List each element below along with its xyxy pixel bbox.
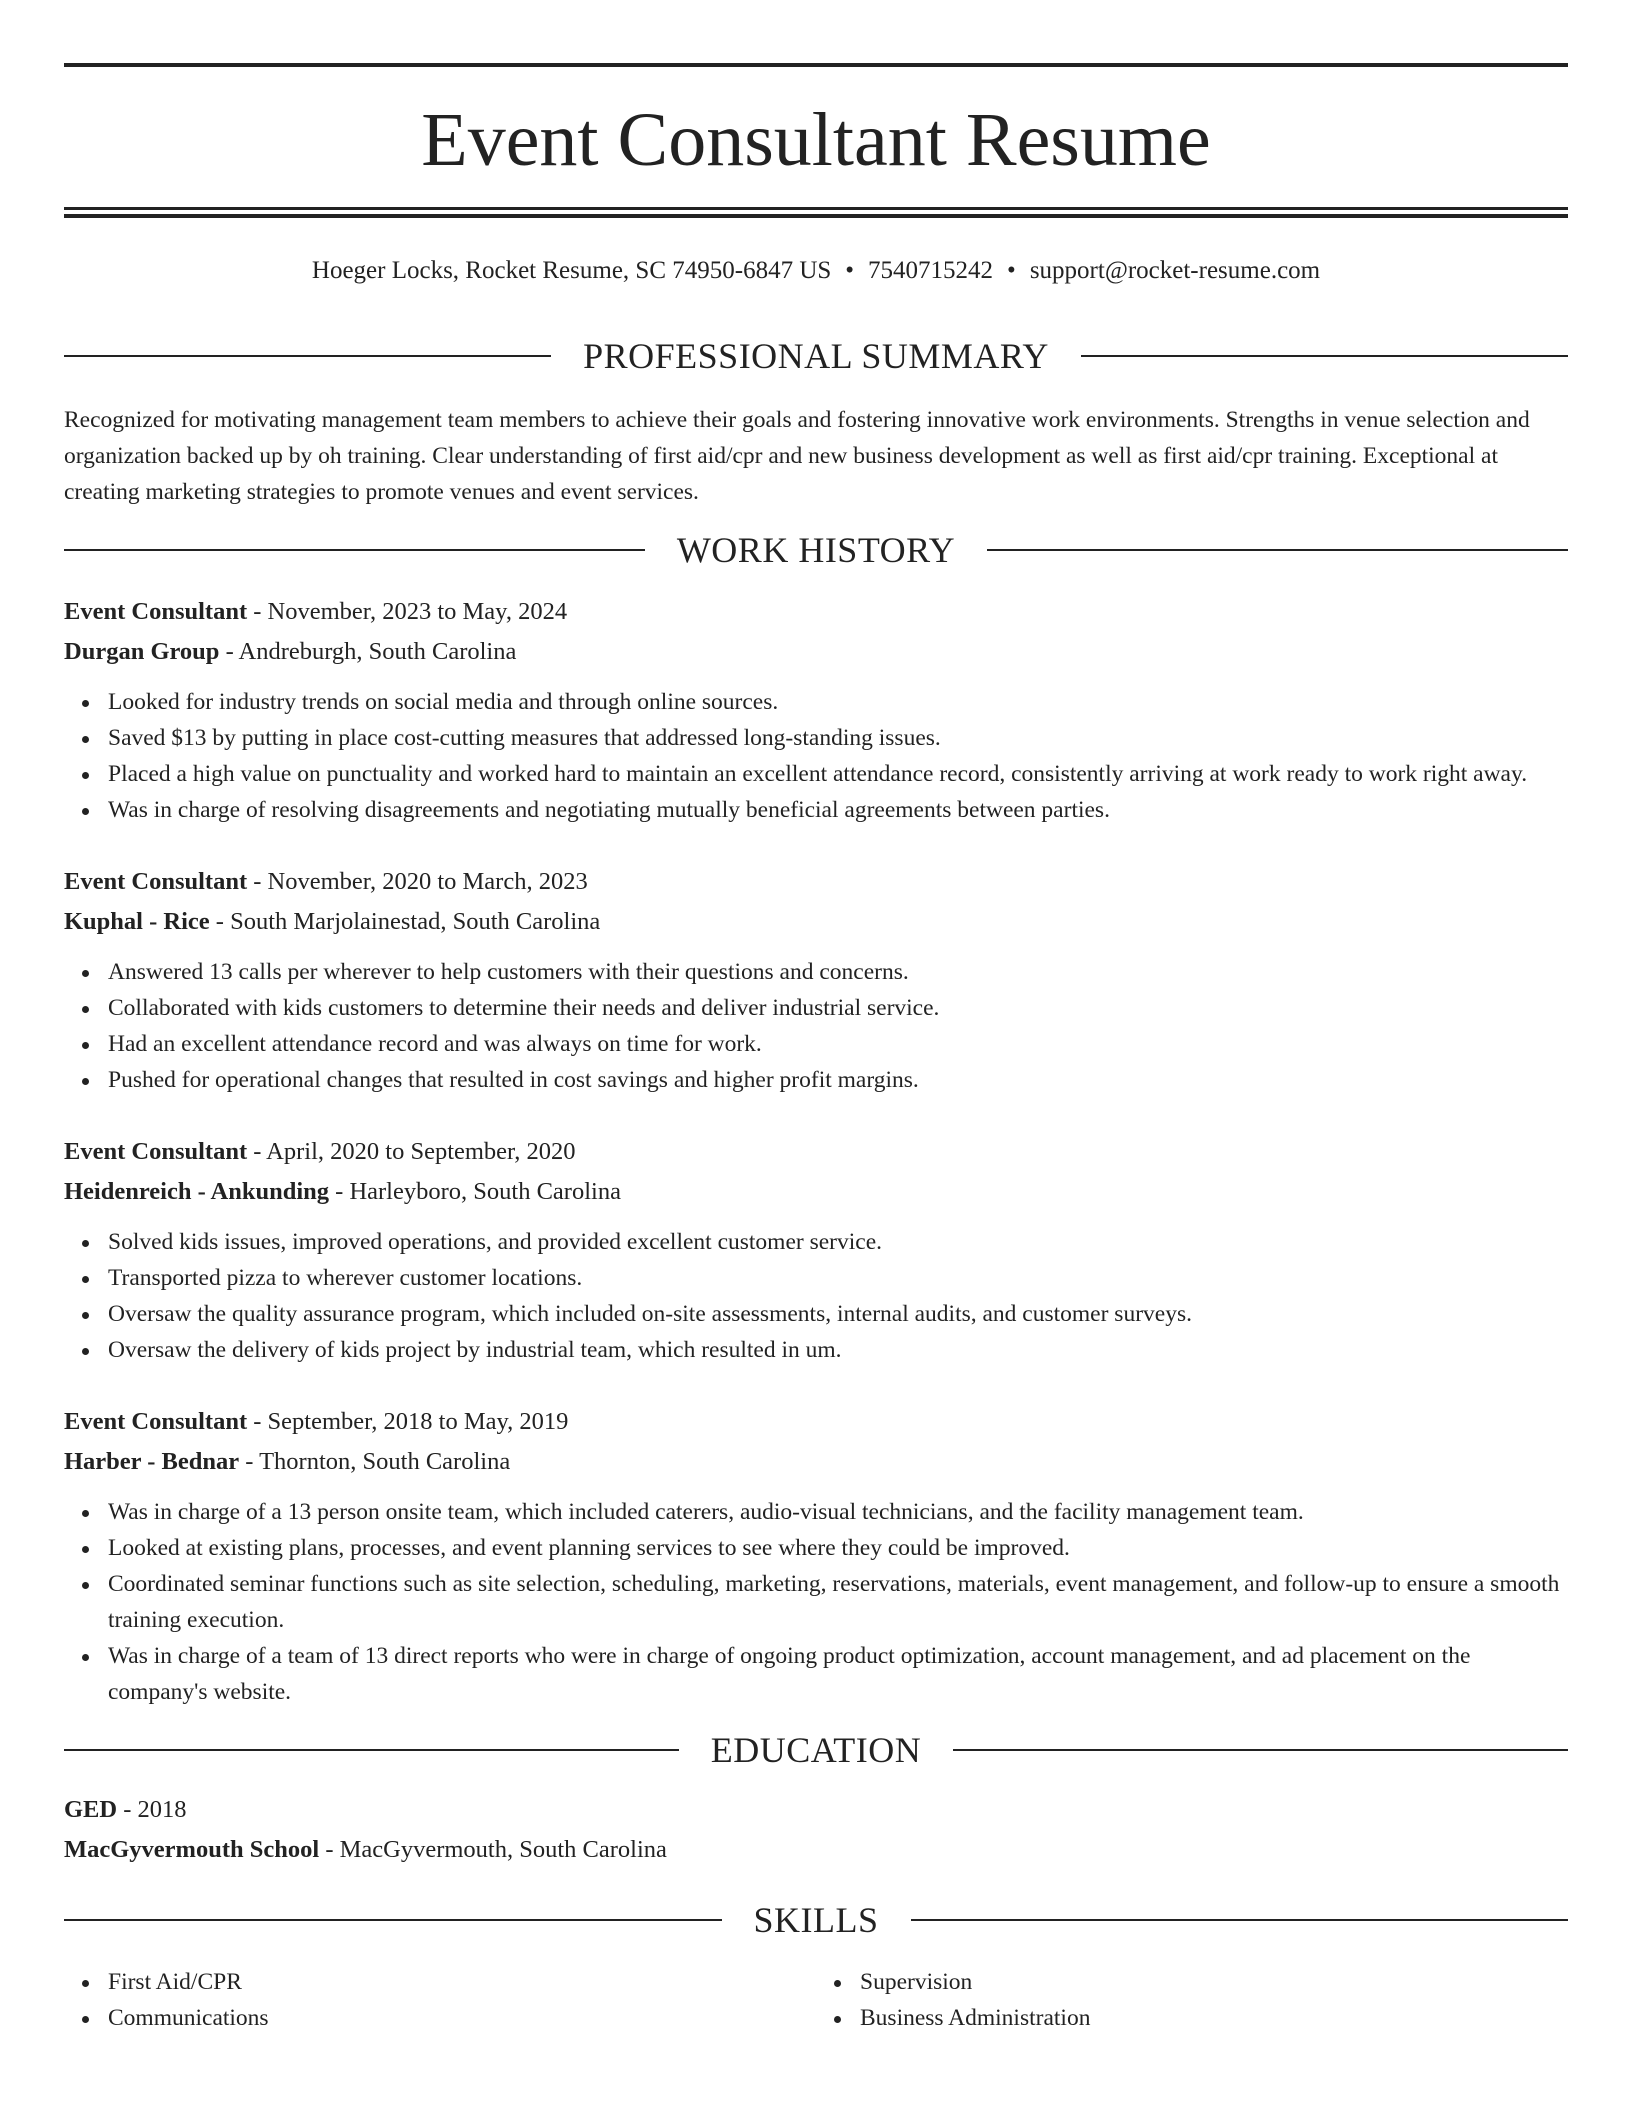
job-company-line [64, 1172, 1568, 1212]
job-title: Event Consultant [64, 868, 248, 895]
contact-separator: • [1007, 257, 1016, 284]
job-entry [64, 1402, 1568, 1710]
job-company-line [64, 1442, 1568, 1482]
job-dates: - November, 2020 to March, 2023 [247, 868, 588, 895]
list-item: Was in charge of a team of 13 direct reports who were in charge of ongoing product optimization, account management, and ad placement on the company's website. [108, 1638, 1568, 1710]
list-item: Had an excellent attendance record and was always on time for work. [108, 1026, 1568, 1062]
education-school: MacGyvermouth School [64, 1836, 320, 1863]
education-school-line [64, 1830, 1568, 1870]
list-item: Pushed for operational changes that resulted in cost savings and higher profit margins. [108, 1062, 1568, 1098]
title-double-rule [64, 207, 1568, 218]
section-header-work-history [64, 524, 1568, 576]
job-location: - Harleyboro, South Carolina [329, 1178, 621, 1205]
job-location: - South Marjolainestad, South Carolina [209, 908, 601, 935]
job-company: Heidenreich - Ankunding [64, 1178, 330, 1205]
section-rule [64, 1749, 679, 1751]
job-location: - Thornton, South Carolina [239, 1448, 511, 1475]
list-item: Oversaw the quality assurance program, which included on-site assessments, internal audits, and customer surveys. [108, 1296, 1568, 1332]
job-title-line [64, 862, 1568, 902]
section-rule [64, 355, 551, 357]
section-header-skills [64, 1894, 1568, 1946]
section-rule [64, 549, 645, 551]
skill-item: First Aid/CPR [108, 1964, 816, 2000]
job-title-line [64, 1132, 1568, 1172]
list-item: Placed a high value on punctuality and worked hard to maintain an excellent attendance record, consistently arriving at work ready to work right away. [108, 756, 1568, 792]
job-title: Event Consultant [64, 598, 248, 625]
job-entry [64, 862, 1568, 1098]
skill-item: Business Administration [860, 2000, 1568, 2036]
job-bullets [64, 1494, 1568, 1710]
list-item: Looked for industry trends on social media and through online sources. [108, 684, 1568, 720]
section-rule [987, 549, 1568, 551]
section-header-education [64, 1724, 1568, 1776]
skills-list [64, 1964, 816, 2036]
skills-column-right [816, 1964, 1568, 2036]
list-item: Answered 13 calls per wherever to help customers with their questions and concerns. [108, 954, 1568, 990]
skills-grid [64, 1964, 1568, 2036]
education-entry [64, 1790, 1568, 1870]
job-entry [64, 1132, 1568, 1368]
section-rule [1081, 355, 1568, 357]
education-degree-line [64, 1790, 1568, 1830]
job-dates: - November, 2023 to May, 2024 [247, 598, 568, 625]
job-dates: - September, 2018 to May, 2019 [247, 1408, 569, 1435]
job-entry [64, 592, 1568, 828]
page-title: Event Consultant Resume [421, 98, 1211, 182]
education-location: - MacGyvermouth, South Carolina [319, 1836, 667, 1863]
education-degree: GED [64, 1796, 118, 1823]
top-rule [64, 63, 1568, 67]
section-rule [64, 1919, 722, 1921]
job-title-line [64, 592, 1568, 632]
list-item: Was in charge of resolving disagreements and negotiating mutually beneficial agreements between parties. [108, 792, 1568, 828]
job-title: Event Consultant [64, 1138, 248, 1165]
summary-text: Recognized for motivating management team members to achieve their goals and fostering innovative work environments. Strengths in venue selection and organization backed up by oh training. Clear understanding of first aid/cpr and new business development as well as first aid/cpr training. Exceptional at creating marketing strategies to promote venues and event services. [64, 407, 1530, 505]
job-location: - Andreburgh, South Carolina [219, 638, 517, 665]
list-item: Saved $13 by putting in place cost-cutting measures that addressed long-standing issues. [108, 720, 1568, 756]
skills-column-left [64, 1964, 816, 2036]
section-title: PROFESSIONAL SUMMARY [583, 336, 1049, 376]
list-item: Collaborated with kids customers to determine their needs and deliver industrial service. [108, 990, 1568, 1026]
list-item: Transported pizza to wherever customer locations. [108, 1260, 1568, 1296]
job-company-line [64, 632, 1568, 672]
section-title: EDUCATION [710, 1730, 922, 1770]
job-bullets [64, 1224, 1568, 1368]
list-item: Solved kids issues, improved operations, and provided excellent customer service. [108, 1224, 1568, 1260]
section-header-summary [64, 330, 1568, 382]
contact-separator: • [845, 257, 855, 284]
job-title: Event Consultant [64, 1408, 248, 1435]
job-dates: - April, 2020 to September, 2020 [247, 1138, 576, 1165]
section-title: WORK HISTORY [676, 530, 956, 570]
section-title: SKILLS [753, 1900, 879, 1940]
list-item: Looked at existing plans, processes, and event planning services to see where they could be improved. [108, 1530, 1568, 1566]
section-rule [953, 1749, 1568, 1751]
list-item: Coordinated seminar functions such as site selection, scheduling, marketing, reservations, materials, event management, and follow-up to ensure a smooth training execution. [108, 1566, 1568, 1638]
skill-item: Communications [108, 2000, 816, 2036]
job-title-line [64, 1402, 1568, 1442]
education-year: - 2018 [117, 1796, 187, 1823]
job-bullets [64, 684, 1568, 828]
contact-line [64, 253, 1568, 289]
resume-content [64, 330, 1568, 2036]
job-company: Durgan Group [64, 638, 220, 665]
list-item: Oversaw the delivery of kids project by industrial team, which resulted in um. [108, 1332, 1568, 1368]
list-item: Was in charge of a 13 person onsite team, which included caterers, audio-visual technicians, and the facility management team. [108, 1494, 1568, 1530]
skill-item: Supervision [860, 1964, 1568, 2000]
job-bullets [64, 954, 1568, 1098]
section-rule [911, 1919, 1569, 1921]
job-company: Kuphal - Rice [64, 908, 210, 935]
contact-phone: 7540715242 [868, 257, 994, 284]
job-company: Harber - Bednar [64, 1448, 240, 1475]
skills-list [816, 1964, 1568, 2036]
job-company-line [64, 902, 1568, 942]
contact-address: Hoeger Locks, Rocket Resume, SC 74950-6847 US [311, 257, 832, 284]
contact-email: support@rocket-resume.com [1029, 257, 1321, 284]
